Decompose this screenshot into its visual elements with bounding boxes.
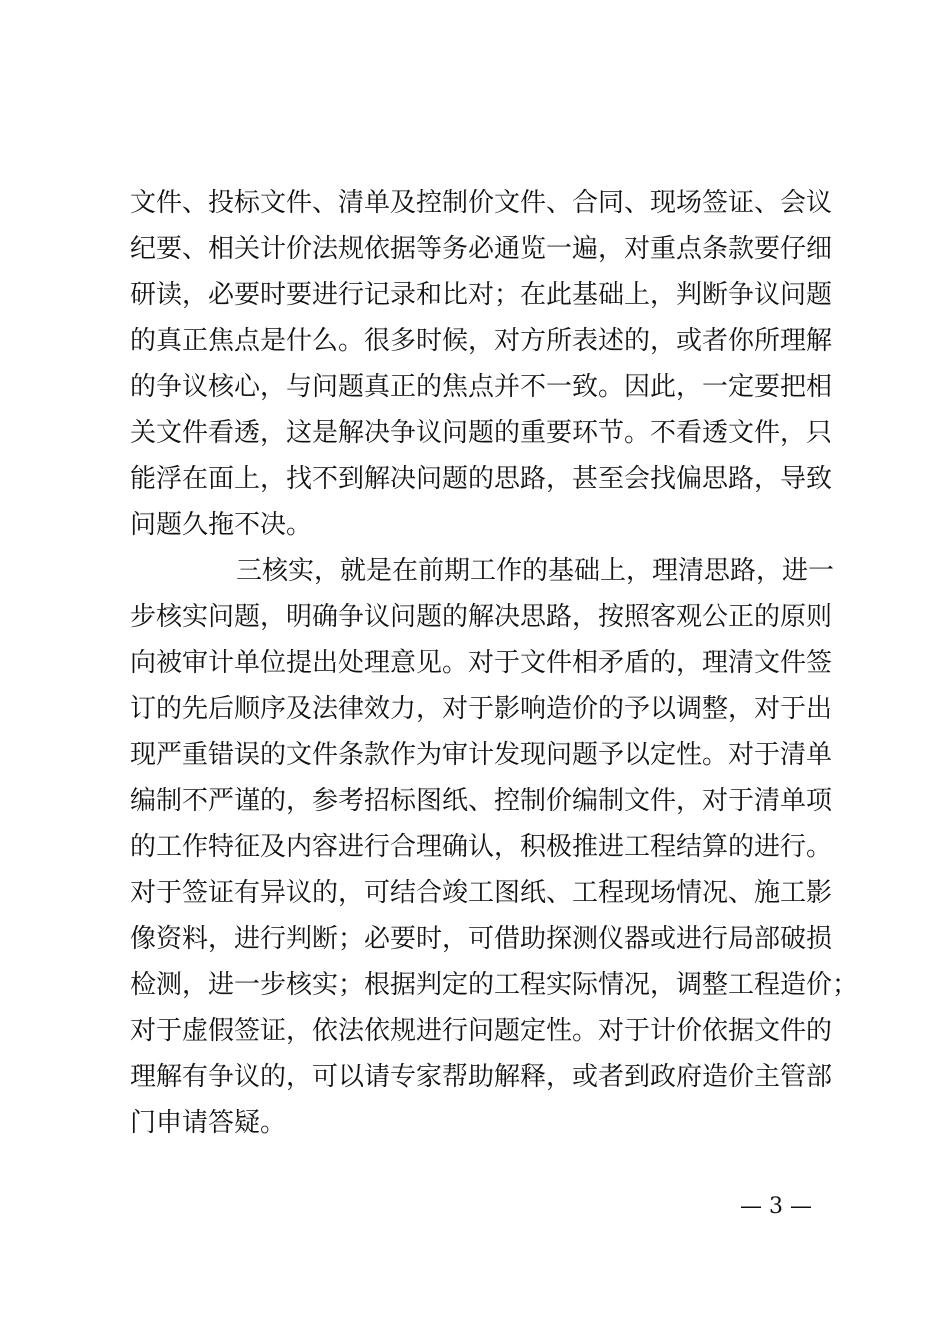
paragraph-2-line-9: 像资料，进行判断；必要时，可借助探测仪器或进行局部破损 bbox=[130, 924, 833, 954]
paragraph-1-line-6: 关文件看透，这是解决争议问题的重要环节。不看透文件，只 bbox=[130, 418, 833, 448]
paragraph-2-line-10: 检测，进一步核实；根据判定的工程实际情况，调整工程造价； bbox=[130, 970, 859, 1000]
paragraph-2-line-1: 三核实，就是在前期工作的基础上，理清思路，进一 bbox=[236, 556, 835, 586]
page-number: — 3 — bbox=[740, 1194, 812, 1219]
paragraph-1-line-8: 问题久拖不决。 bbox=[130, 510, 313, 540]
paragraph-1-line-3: 研读，必要时要进行记录和比对；在此基础上，判断争议问题 bbox=[130, 280, 833, 310]
paragraph-2-line-5: 现严重错误的文件条款作为审计发现问题予以定性。对于清单 bbox=[130, 740, 833, 770]
paragraph-2-line-11: 对于虚假签证，依法依规进行问题定性。对于计价依据文件的 bbox=[130, 1016, 833, 1046]
paragraph-2-line-7: 的工作特征及内容进行合理确认，积极推进工程结算的进行。 bbox=[130, 832, 833, 862]
paragraph-2-line-3: 向被审计单位提出处理意见。对于文件相矛盾的，理清文件签 bbox=[130, 648, 833, 678]
paragraph-2-line-12: 理解有争议的，可以请专家帮助解释，或者到政府造价主管部 bbox=[130, 1062, 833, 1092]
paragraph-1-line-1: 文件、投标文件、清单及控制价文件、合同、现场签证、会议 bbox=[130, 188, 833, 218]
paragraph-2-line-4: 订的先后顺序及法律效力，对于影响造价的予以调整，对于出 bbox=[130, 694, 833, 724]
paragraph-2-line-6: 编制不严谨的，参考招标图纸、控制价编制文件，对于清单项 bbox=[130, 786, 833, 816]
paragraph-1-line-2: 纪要、相关计价法规依据等务必通览一遍，对重点条款要仔细 bbox=[130, 234, 833, 264]
paragraph-2-line-2: 步核实问题，明确争议问题的解决思路，按照客观公正的原则 bbox=[130, 602, 833, 632]
paragraph-1-line-7: 能浮在面上，找不到解决问题的思路，甚至会找偏思路，导致 bbox=[130, 464, 833, 494]
paragraph-1-line-4: 的真正焦点是什么。很多时候，对方所表述的，或者你所理解 bbox=[130, 326, 833, 356]
paragraph-2-line-8: 对于签证有异议的，可结合竣工图纸、工程现场情况、施工影 bbox=[130, 878, 833, 908]
paragraph-1-line-5: 的争议核心，与问题真正的焦点并不一致。因此，一定要把相 bbox=[130, 372, 833, 402]
paragraph-2-line-13: 门申请答疑。 bbox=[130, 1108, 287, 1138]
